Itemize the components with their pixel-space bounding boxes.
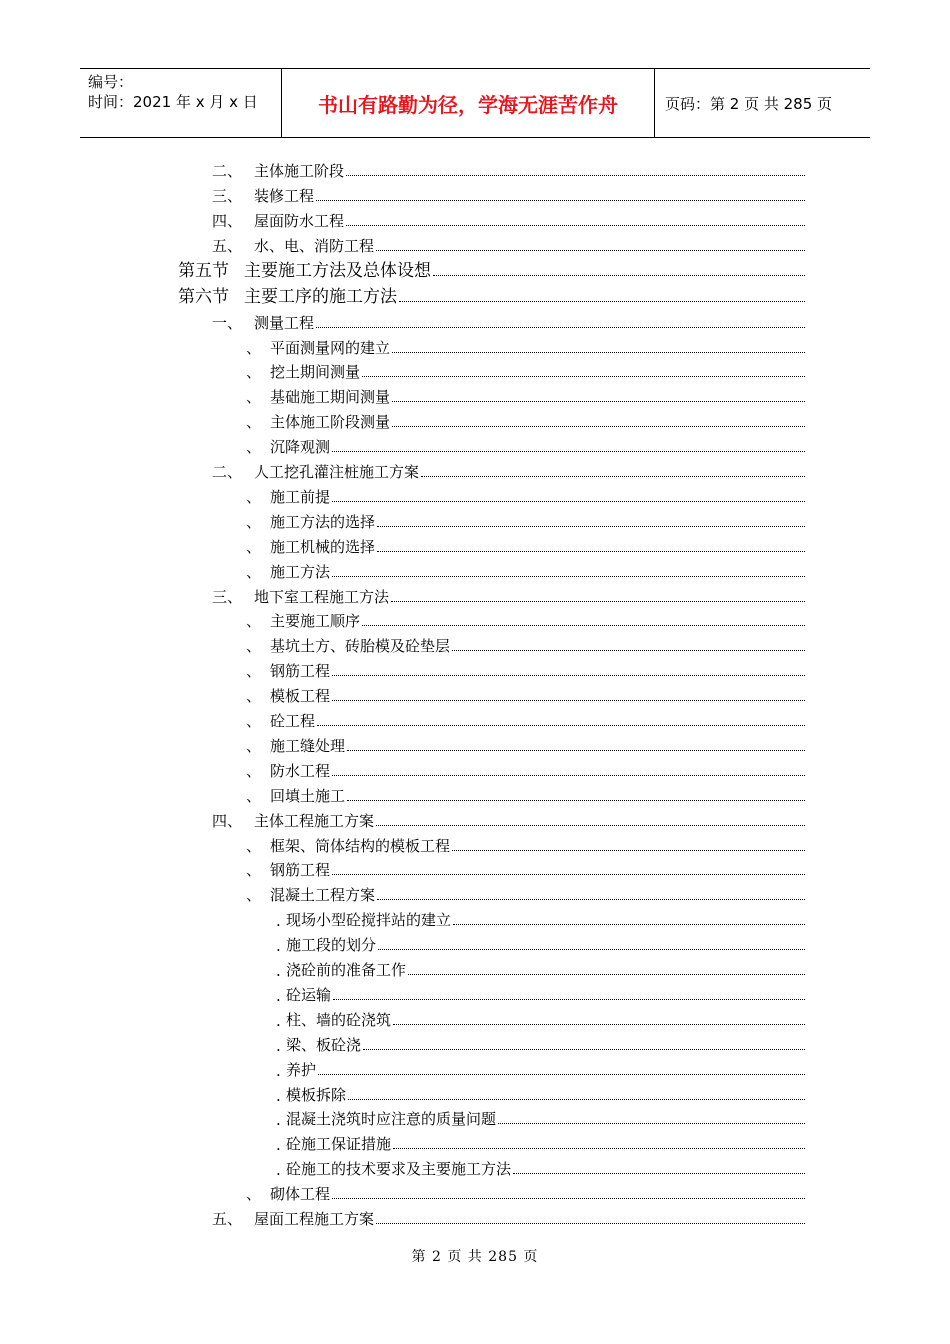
toc-entry-title: 人工挖孔灌注桩施工方案 bbox=[254, 463, 420, 481]
toc-entry-number: . bbox=[276, 937, 281, 956]
toc-entry-title: 养护 bbox=[286, 1060, 317, 1079]
toc-entry-number: 、 bbox=[246, 388, 262, 407]
toc-entry-number: 、 bbox=[246, 537, 262, 556]
toc-entry[interactable] bbox=[276, 1105, 805, 1129]
toc-entry[interactable] bbox=[212, 309, 805, 333]
toc-entry-number: . bbox=[276, 962, 281, 980]
toc-entry-number: 、 bbox=[246, 512, 262, 531]
toc-entry-number: 四、 bbox=[212, 811, 243, 830]
toc-leader-dots bbox=[317, 725, 805, 726]
toc-entry-number: 三、 bbox=[212, 587, 243, 606]
toc-entry-title: 装修工程 bbox=[254, 186, 315, 205]
toc-entry[interactable] bbox=[246, 832, 805, 856]
toc-entry[interactable] bbox=[212, 157, 805, 181]
toc-entry-title: 混凝土工程方案 bbox=[270, 886, 376, 905]
toc-entry-title: 主体工程施工方案 bbox=[254, 811, 375, 830]
toc-leader-dots bbox=[392, 426, 805, 427]
toc-leader-dots bbox=[332, 451, 805, 452]
toc-leader-dots bbox=[392, 352, 805, 353]
toc-entry-title: 施工缝处理 bbox=[270, 736, 346, 755]
toc-leader-dots bbox=[377, 526, 805, 527]
toc-entry-title: 主要工序的施工方法 bbox=[244, 286, 397, 307]
toc-entry-number: 一、 bbox=[212, 313, 243, 332]
toc-entry-number: 、 bbox=[246, 736, 262, 755]
toc-entry-title: 砼施工的技术要求及主要施工方法 bbox=[286, 1160, 512, 1179]
toc-leader-dots bbox=[376, 250, 805, 251]
toc-entry-number: 、 bbox=[246, 761, 262, 780]
toc-entry[interactable] bbox=[276, 906, 805, 930]
toc-entry[interactable] bbox=[212, 1205, 805, 1229]
toc-entry-title: 浇砼前的准备工作 bbox=[286, 961, 407, 979]
toc-entry[interactable] bbox=[212, 458, 805, 482]
toc-entry-number: . bbox=[276, 1136, 281, 1155]
toc-leader-dots bbox=[316, 327, 805, 328]
toc-entry[interactable] bbox=[246, 383, 805, 407]
toc-leader-dots bbox=[393, 1148, 805, 1149]
toc-entry[interactable] bbox=[246, 757, 805, 781]
toc-entry[interactable] bbox=[246, 682, 805, 706]
toc-entry-number: . bbox=[276, 1161, 281, 1180]
toc-entry-title: 梁、板砼浇 bbox=[286, 1035, 362, 1054]
toc-entry-title: 屋面防水工程 bbox=[254, 211, 345, 230]
toc-entry[interactable] bbox=[212, 232, 805, 256]
toc-entry-title: 主体施工阶段测量 bbox=[270, 413, 391, 432]
toc-leader-dots bbox=[346, 175, 805, 176]
toc-entry-title: 防水工程 bbox=[270, 761, 331, 780]
toc-entry-number: 、 bbox=[246, 886, 262, 905]
toc-entry-number: . bbox=[276, 912, 281, 931]
toc-entry[interactable] bbox=[246, 533, 805, 557]
toc-entry[interactable] bbox=[276, 981, 805, 1005]
toc-entry-number: 第五节 bbox=[178, 260, 229, 281]
toc-entry-title: 施工前提 bbox=[270, 487, 331, 506]
toc-entry-title: 平面测量网的建立 bbox=[270, 338, 391, 357]
toc-entry-number: . bbox=[276, 986, 281, 1005]
page-footer: 第 2 页 共 285 页 bbox=[411, 1249, 539, 1265]
toc-entry-number: 、 bbox=[246, 413, 262, 432]
toc-entry-number: 、 bbox=[246, 637, 262, 656]
toc-entry[interactable] bbox=[276, 1031, 805, 1055]
toc-entry-title: 地下室工程施工方法 bbox=[254, 587, 390, 606]
toc-entry-title: 屋面工程施工方案 bbox=[254, 1210, 375, 1228]
toc-entry-title: 施工方法的选择 bbox=[270, 512, 376, 531]
toc-entry[interactable] bbox=[246, 334, 805, 358]
toc-leader-dots bbox=[347, 800, 805, 801]
toc-entry[interactable] bbox=[276, 1056, 805, 1080]
time-label: 时间：2021 年 x 月 x 日 bbox=[88, 93, 258, 111]
toc-leader-dots bbox=[363, 1049, 805, 1050]
toc-leader-dots bbox=[421, 476, 805, 477]
toc-entry-number: 五、 bbox=[212, 236, 243, 255]
toc-leader-dots bbox=[332, 576, 805, 577]
toc-leader-dots bbox=[332, 775, 805, 776]
toc-entry[interactable] bbox=[246, 856, 805, 880]
toc-entry-title: 柱、墙的砼浇筑 bbox=[286, 1010, 392, 1029]
toc-leader-dots bbox=[348, 1099, 805, 1100]
toc-entry-number: 、 bbox=[246, 861, 262, 880]
toc-entry-number: 、 bbox=[246, 562, 262, 581]
toc-leader-dots bbox=[393, 1024, 805, 1025]
toc-entry-number: 、 bbox=[246, 836, 262, 855]
toc-leader-dots bbox=[452, 650, 805, 651]
toc-entry-title: 挖土期间测量 bbox=[270, 363, 361, 382]
toc-entry[interactable] bbox=[276, 1006, 805, 1030]
toc-entry[interactable] bbox=[276, 1081, 805, 1105]
toc-entry-number: . bbox=[276, 1011, 281, 1030]
toc-leader-dots bbox=[332, 1198, 805, 1199]
toc-entry[interactable] bbox=[246, 732, 805, 756]
toc-entry-number: 、 bbox=[246, 1185, 262, 1204]
toc-entry-title: 施工段的划分 bbox=[286, 936, 377, 955]
toc-entry[interactable] bbox=[246, 782, 805, 806]
page-header bbox=[80, 68, 870, 138]
toc-entry[interactable] bbox=[276, 1155, 805, 1179]
toc-entry[interactable] bbox=[212, 807, 805, 831]
toc-entry-number: 、 bbox=[246, 687, 262, 706]
header-meta bbox=[80, 69, 280, 137]
toc-leader-dots bbox=[433, 275, 805, 276]
toc-entry-title: 水、电、消防工程 bbox=[254, 236, 375, 255]
toc-leader-dots bbox=[378, 949, 805, 950]
toc-entry[interactable] bbox=[246, 632, 805, 656]
toc-leader-dots bbox=[377, 899, 805, 900]
toc-entry-number: . bbox=[276, 1111, 281, 1130]
toc-entry[interactable] bbox=[246, 508, 805, 532]
toc-leader-dots bbox=[391, 601, 805, 602]
toc-entry[interactable] bbox=[276, 956, 805, 980]
toc-leader-dots bbox=[333, 999, 805, 1000]
toc-entry[interactable] bbox=[276, 931, 805, 955]
toc-entry-number: 第六节 bbox=[178, 286, 229, 307]
toc-entry[interactable] bbox=[212, 182, 805, 206]
toc-leader-dots bbox=[318, 1074, 805, 1075]
toc-entry[interactable] bbox=[212, 583, 805, 607]
toc-entry[interactable] bbox=[246, 558, 805, 582]
toc-entry[interactable] bbox=[178, 257, 805, 281]
toc-leader-dots bbox=[498, 1123, 805, 1124]
toc-leader-dots bbox=[452, 850, 805, 851]
toc-entry-title: 砼施工保证措施 bbox=[286, 1135, 392, 1154]
toc-entry-number: 、 bbox=[246, 786, 262, 805]
toc-entry-number: 二、 bbox=[212, 162, 243, 180]
toc-leader-dots bbox=[362, 625, 805, 626]
header-motto: 书山有路勤为径，学海无涯苦作舟 bbox=[281, 69, 655, 137]
toc-entry-number: 、 bbox=[246, 363, 262, 382]
toc-entry-title: 混凝土浇筑时应注意的质量问题 bbox=[286, 1110, 497, 1129]
toc-entry-number: 三、 bbox=[212, 186, 243, 205]
toc-entry[interactable] bbox=[246, 1180, 805, 1204]
toc-entry-number: 、 bbox=[246, 338, 262, 357]
toc-leader-dots bbox=[347, 750, 805, 751]
toc-entry-number: 、 bbox=[246, 662, 262, 681]
toc-entry-number: . bbox=[276, 1061, 281, 1080]
toc-entry-title: 主要施工方法及总体设想 bbox=[244, 260, 431, 281]
toc-entry-title: 砼工程 bbox=[270, 712, 316, 730]
toc-entry[interactable] bbox=[212, 207, 805, 231]
toc-entry-number: 、 bbox=[246, 438, 262, 457]
toc-leader-dots bbox=[376, 825, 805, 826]
toc-entry-title: 施工机械的选择 bbox=[270, 537, 376, 556]
toc-leader-dots bbox=[453, 924, 805, 925]
toc-entry-number: 、 bbox=[246, 712, 262, 730]
toc-entry[interactable] bbox=[246, 358, 805, 382]
toc-leader-dots bbox=[377, 551, 805, 552]
toc-entry-title: 现场小型砼搅拌站的建立 bbox=[286, 911, 452, 930]
toc-leader-dots bbox=[408, 974, 805, 975]
header-page-label: 页码：第 2 页 共 285 页 bbox=[665, 94, 833, 113]
toc-leader-dots bbox=[513, 1173, 805, 1174]
toc-entry-number: 、 bbox=[246, 612, 262, 631]
toc-entry[interactable] bbox=[246, 408, 805, 432]
toc-entry-number: 二、 bbox=[212, 463, 243, 481]
toc-entry-title: 钢筋工程 bbox=[270, 861, 331, 880]
toc-entry[interactable] bbox=[246, 607, 805, 631]
toc-entry-title: 测量工程 bbox=[254, 313, 315, 332]
toc-entry-title: 基坑土方、砖胎模及砼垫层 bbox=[270, 637, 451, 656]
toc-entry-title: 砌体工程 bbox=[270, 1185, 331, 1204]
toc-entry-title: 主体施工阶段 bbox=[254, 162, 345, 180]
toc-entry[interactable] bbox=[246, 657, 805, 681]
toc-entry-number: 四、 bbox=[212, 211, 243, 230]
toc-leader-dots bbox=[316, 200, 805, 201]
toc-entry[interactable] bbox=[276, 1130, 805, 1154]
toc-leader-dots bbox=[332, 675, 805, 676]
toc-leader-dots bbox=[332, 874, 805, 875]
toc-entry[interactable] bbox=[246, 483, 805, 507]
toc-leader-dots bbox=[376, 1223, 805, 1224]
toc-leader-dots bbox=[392, 401, 805, 402]
toc-entry-title: 基础施工期间测量 bbox=[270, 388, 391, 407]
toc-entry-title: 模板工程 bbox=[270, 687, 331, 706]
code-label: 编号： bbox=[88, 73, 134, 91]
toc-entry-title: 模板拆除 bbox=[286, 1085, 347, 1104]
toc-entry[interactable] bbox=[246, 707, 805, 731]
toc-entry[interactable] bbox=[178, 283, 805, 307]
toc-leader-dots bbox=[399, 301, 805, 302]
toc-entry-number: . bbox=[276, 1086, 281, 1105]
toc-entry-title: 施工方法 bbox=[270, 562, 331, 581]
toc-leader-dots bbox=[332, 700, 805, 701]
toc-leader-dots bbox=[362, 376, 805, 377]
toc-entry-title: 钢筋工程 bbox=[270, 662, 331, 681]
toc-entry-title: 主要施工顺序 bbox=[270, 612, 361, 631]
toc-entry-title: 回填土施工 bbox=[270, 786, 346, 805]
toc-entry-number: 五、 bbox=[212, 1210, 243, 1228]
toc-leader-dots bbox=[346, 225, 805, 226]
toc-entry[interactable] bbox=[246, 881, 805, 905]
toc-entry-title: 砼运输 bbox=[286, 985, 332, 1004]
toc-entry-number: . bbox=[276, 1036, 281, 1055]
toc-leader-dots bbox=[332, 501, 805, 502]
toc-entry-title: 沉降观测 bbox=[270, 438, 331, 457]
toc-entry-title: 框架、筒体结构的模板工程 bbox=[270, 836, 451, 855]
toc-entry[interactable] bbox=[246, 433, 805, 457]
toc-entry-number: 、 bbox=[246, 487, 262, 506]
